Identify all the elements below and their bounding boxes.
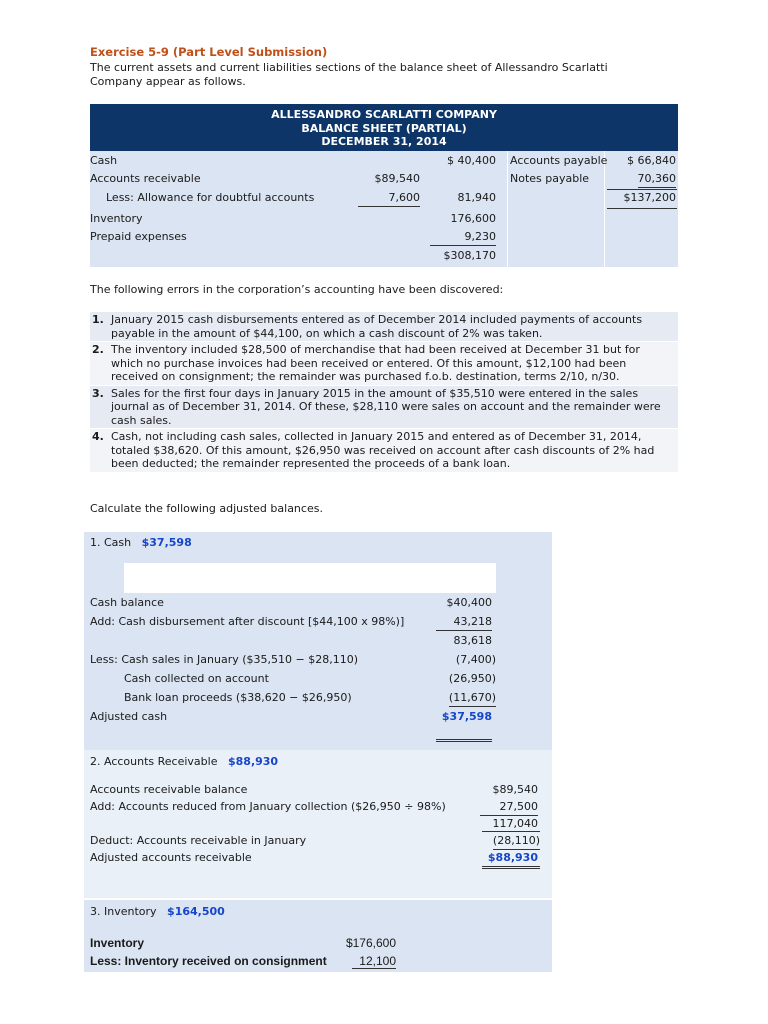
table-row	[90, 210, 678, 228]
ar-label: Accounts receivable	[90, 172, 201, 185]
inventory-answer: $164,500	[167, 905, 225, 918]
ar-add-label: Add: Accounts reduced from January collection ($26,950 ÷ 98%)	[90, 800, 446, 813]
answer-input-box[interactable]	[124, 563, 496, 593]
inventory-value: $176,600	[345, 936, 396, 950]
list-item	[90, 429, 678, 472]
exercise-intro: The current assets and current liabilities sections of the balance sheet of Allessandro Scarlatti Company appear as follows.	[90, 61, 608, 88]
exercise-title: Exercise 5-9 (Part Level Submission)	[90, 45, 328, 59]
inventory-heading: 3. Inventory $164,500	[90, 905, 225, 918]
prepaid-value: 9,230	[430, 228, 496, 246]
bank-loan-value: (11,670)	[449, 689, 496, 707]
table-row	[90, 189, 678, 207]
inventory-value: 176,600	[450, 212, 496, 225]
cash-subtotal: 83,618	[453, 634, 492, 647]
accounts-payable-value: $ 66,840	[627, 154, 676, 167]
bank-loan-label: Bank loan proceeds ($38,620 − $26,950)	[124, 691, 352, 704]
cash-balance-label: Cash balance	[90, 596, 164, 609]
adjusted-cash-value: $37,598	[441, 710, 492, 723]
list-item	[90, 312, 678, 341]
statement-title: BALANCE SHEET (PARTIAL)	[301, 121, 467, 135]
ar-deduct-label: Deduct: Accounts receivable in January	[90, 834, 307, 847]
inventory-label: Inventory	[90, 936, 145, 950]
item-text: Cash, not including cash sales, collected in January 2015 and entered as of December 31, 2014, totaled $38,620. Of this amount, $26,950 was received on account after cash discounts of 2% had been deducted; the remainder represented the proceeds of a bank loan.	[111, 430, 655, 470]
ar-panel	[84, 750, 552, 898]
table-row	[90, 247, 678, 265]
consignment-label: Less: Inventory received on consignment	[90, 954, 327, 968]
ar-net-value: 81,940	[457, 191, 496, 204]
item-number: 2.	[92, 343, 104, 356]
item-number: 1.	[92, 313, 104, 326]
cash-heading: 1. Cash $37,598	[90, 536, 192, 549]
ar-deduct-value: (28,110)	[493, 832, 540, 850]
ar-add-value: 27,500	[480, 798, 538, 816]
inventory-label: Inventory	[90, 212, 143, 225]
allowance-label: Less: Allowance for doubtful accounts	[106, 191, 315, 204]
company-name: ALLESSANDRO SCARLATTI COMPANY	[271, 108, 497, 121]
cash-collected-value: (26,950)	[448, 672, 496, 685]
ar-subtotal: 117,040	[492, 817, 538, 830]
item-text: Sales for the first four days in January 2015 in the amount of $35,510 were entered in the sales journal as of December 31, 2014. Of these, $28,110 were sales on account and the remainder were cash sales.	[111, 386, 661, 427]
table-row	[90, 152, 678, 170]
balance-sheet-header	[90, 104, 678, 151]
item-number: 3.	[92, 386, 104, 400]
notes-payable-value: 70,360	[638, 170, 677, 188]
cash-collected-label: Cash collected on account	[124, 672, 269, 685]
list-item	[90, 386, 678, 429]
inventory-panel	[84, 900, 552, 972]
ar-answer: $88,930	[227, 755, 279, 768]
cash-balance-value: $40,400	[446, 596, 492, 609]
cash-add-value: 43,218	[436, 613, 492, 631]
ar-gross-value: $89,540	[374, 172, 420, 185]
notes-payable-label: Notes payable	[510, 172, 590, 185]
total-liabilities-value: $137,200	[623, 191, 676, 204]
prepaid-label: Prepaid expenses	[90, 230, 187, 243]
consignment-value: 12,100	[352, 952, 396, 969]
errors-list	[90, 312, 678, 473]
cash-less-value: (7,400)	[455, 653, 496, 666]
cash-value: $ 40,400	[447, 154, 496, 167]
table-row	[90, 228, 678, 246]
ar-heading: 2. Accounts Receivable $88,930	[90, 755, 279, 768]
item-text: The inventory included $28,500 of merchandise that had been received at December 31 but for which no purchase invoices had been received or entered. Of this amount, $12,100 had been received on consignment; the remainder was purchased f.o.b. destination, terms 2/10, n/30.	[111, 343, 640, 383]
cash-less-label: Less: Cash sales in January ($35,510 − $28,110)	[90, 653, 359, 666]
allowance-value: 7,600	[358, 189, 420, 207]
cash-panel	[84, 532, 552, 750]
ar-balance-value: $89,540	[492, 783, 538, 796]
calc-intro: Calculate the following adjusted balances.	[90, 502, 323, 515]
item-number: 4.	[92, 430, 104, 443]
adjusted-ar-label: Adjusted accounts receivable	[90, 851, 252, 864]
adjusted-cash-label: Adjusted cash	[90, 710, 168, 723]
cash-label: Cash	[90, 154, 118, 167]
table-row	[90, 170, 678, 188]
list-item	[90, 342, 678, 385]
item-text: January 2015 cash disbursements entered as of December 2014 included payments of accounts payable in the amount of $44,100, on which a cash discount of 2% was taken.	[111, 313, 643, 340]
adjusted-ar-value: $88,930	[487, 851, 538, 864]
ar-balance-label: Accounts receivable balance	[90, 783, 248, 796]
cash-add-label: Add: Cash disbursement after discount [$44,100 x 98%)]	[90, 615, 405, 628]
total-assets-value: $308,170	[443, 249, 496, 262]
errors-intro: The following errors in the corporation’s accounting have been discovered:	[90, 283, 504, 296]
accounts-payable-label: Accounts payable	[510, 154, 608, 167]
statement-date: DECEMBER 31, 2014	[321, 135, 447, 148]
cash-answer: $37,598	[141, 536, 192, 549]
balance-sheet-table	[90, 151, 678, 267]
